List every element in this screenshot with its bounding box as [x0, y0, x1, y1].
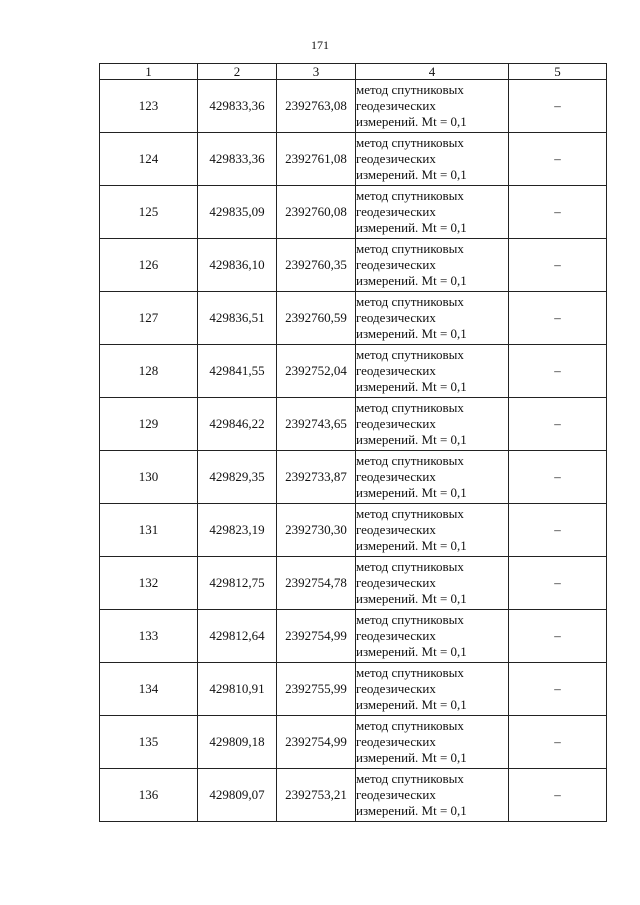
method-cell	[356, 716, 509, 769]
method-cell	[356, 769, 509, 822]
x-coordinate-cell: 429809,07	[198, 769, 277, 822]
header-col-4: 4	[356, 64, 509, 80]
x-coordinate-cell: 429835,09	[198, 186, 277, 239]
x-coordinate-cell: 429812,75	[198, 557, 277, 610]
x-coordinate-cell: 429829,35	[198, 451, 277, 504]
method-line: метод спутниковых	[356, 347, 464, 362]
method-line: метод спутниковых	[356, 135, 464, 150]
note-cell: –	[509, 504, 607, 557]
point-number-cell: 125	[100, 186, 198, 239]
method-line: метод спутниковых	[356, 241, 464, 256]
x-coordinate-cell: 429833,36	[198, 80, 277, 133]
x-coordinate-cell: 429812,64	[198, 610, 277, 663]
table-row	[100, 504, 607, 557]
point-number-cell: 135	[100, 716, 198, 769]
x-coordinate-cell: 429836,10	[198, 239, 277, 292]
x-coordinate-cell: 429836,51	[198, 292, 277, 345]
point-number-cell: 124	[100, 133, 198, 186]
table-row	[100, 398, 607, 451]
x-coordinate-cell: 429833,36	[198, 133, 277, 186]
table-row	[100, 557, 607, 610]
point-number-cell: 130	[100, 451, 198, 504]
method-line: метод спутниковых	[356, 294, 464, 309]
header-col-3: 3	[277, 64, 356, 80]
method-line: геодезических	[356, 787, 436, 802]
table-row	[100, 716, 607, 769]
point-number-cell: 128	[100, 345, 198, 398]
table-row	[100, 610, 607, 663]
point-number-cell: 129	[100, 398, 198, 451]
table-header	[100, 64, 607, 80]
method-line: метод спутниковых	[356, 665, 464, 680]
point-number-cell: 126	[100, 239, 198, 292]
x-coordinate-cell: 429809,18	[198, 716, 277, 769]
point-number-cell: 134	[100, 663, 198, 716]
method-line: метод спутниковых	[356, 400, 464, 415]
y-coordinate-cell: 2392755,99	[277, 663, 356, 716]
x-coordinate-cell: 429823,19	[198, 504, 277, 557]
y-coordinate-cell: 2392760,59	[277, 292, 356, 345]
method-line: метод спутниковых	[356, 718, 464, 733]
note-cell: –	[509, 451, 607, 504]
method-cell	[356, 504, 509, 557]
y-coordinate-cell: 2392752,04	[277, 345, 356, 398]
table-row	[100, 345, 607, 398]
point-number-cell: 127	[100, 292, 198, 345]
y-coordinate-cell: 2392733,87	[277, 451, 356, 504]
method-line: измерений. Mt = 0,1	[356, 750, 467, 765]
method-line: геодезических	[356, 681, 436, 696]
page-number: 171	[311, 38, 329, 52]
note-cell: –	[509, 716, 607, 769]
method-line: метод спутниковых	[356, 453, 464, 468]
coordinates-table	[99, 63, 607, 822]
y-coordinate-cell: 2392730,30	[277, 504, 356, 557]
table-row	[100, 451, 607, 504]
method-line: геодезических	[356, 628, 436, 643]
method-line: измерений. Mt = 0,1	[356, 697, 467, 712]
note-cell: –	[509, 769, 607, 822]
y-coordinate-cell: 2392754,99	[277, 716, 356, 769]
table-row	[100, 80, 607, 133]
method-cell	[356, 239, 509, 292]
method-line: геодезических	[356, 151, 436, 166]
y-coordinate-cell: 2392760,35	[277, 239, 356, 292]
table-body	[100, 80, 607, 822]
method-line: измерений. Mt = 0,1	[356, 803, 467, 818]
y-coordinate-cell: 2392743,65	[277, 398, 356, 451]
point-number-cell: 132	[100, 557, 198, 610]
table-row	[100, 186, 607, 239]
y-coordinate-cell: 2392763,08	[277, 80, 356, 133]
y-coordinate-cell: 2392761,08	[277, 133, 356, 186]
header-col-2: 2	[198, 64, 277, 80]
note-cell: –	[509, 345, 607, 398]
method-line: геодезических	[356, 734, 436, 749]
point-number-cell: 131	[100, 504, 198, 557]
method-line: геодезических	[356, 204, 436, 219]
method-cell	[356, 610, 509, 663]
method-line: геодезических	[356, 522, 436, 537]
method-cell	[356, 345, 509, 398]
note-cell: –	[509, 133, 607, 186]
method-cell	[356, 292, 509, 345]
table-row	[100, 133, 607, 186]
header-col-1: 1	[100, 64, 198, 80]
x-coordinate-cell: 429841,55	[198, 345, 277, 398]
point-number-cell: 136	[100, 769, 198, 822]
method-line: измерений. Mt = 0,1	[356, 432, 467, 447]
method-cell	[356, 451, 509, 504]
method-line: измерений. Mt = 0,1	[356, 591, 467, 606]
method-line: метод спутниковых	[356, 506, 464, 521]
x-coordinate-cell: 429810,91	[198, 663, 277, 716]
method-line: геодезических	[356, 469, 436, 484]
method-line: измерений. Mt = 0,1	[356, 326, 467, 341]
method-line: геодезических	[356, 257, 436, 272]
method-line: измерений. Mt = 0,1	[356, 273, 467, 288]
y-coordinate-cell: 2392760,08	[277, 186, 356, 239]
table-row	[100, 663, 607, 716]
table-row	[100, 769, 607, 822]
method-line: метод спутниковых	[356, 82, 464, 97]
method-line: метод спутниковых	[356, 188, 464, 203]
method-line: геодезических	[356, 416, 436, 431]
method-line: измерений. Mt = 0,1	[356, 485, 467, 500]
note-cell: –	[509, 557, 607, 610]
method-line: измерений. Mt = 0,1	[356, 167, 467, 182]
method-line: геодезических	[356, 575, 436, 590]
method-cell	[356, 133, 509, 186]
note-cell: –	[509, 186, 607, 239]
method-line: измерений. Mt = 0,1	[356, 114, 467, 129]
method-cell	[356, 663, 509, 716]
header-col-5: 5	[509, 64, 607, 80]
note-cell: –	[509, 239, 607, 292]
method-line: измерений. Mt = 0,1	[356, 644, 467, 659]
method-line: измерений. Mt = 0,1	[356, 538, 467, 553]
y-coordinate-cell: 2392754,99	[277, 610, 356, 663]
method-cell	[356, 186, 509, 239]
method-line: метод спутниковых	[356, 612, 464, 627]
y-coordinate-cell: 2392754,78	[277, 557, 356, 610]
method-line: измерений. Mt = 0,1	[356, 220, 467, 235]
point-number-cell: 133	[100, 610, 198, 663]
method-line: метод спутниковых	[356, 771, 464, 786]
method-line: геодезических	[356, 310, 436, 325]
header-row	[100, 64, 607, 80]
point-number-cell: 123	[100, 80, 198, 133]
method-line: измерений. Mt = 0,1	[356, 379, 467, 394]
method-line: геодезических	[356, 363, 436, 378]
method-cell	[356, 398, 509, 451]
method-line: метод спутниковых	[356, 559, 464, 574]
method-cell	[356, 557, 509, 610]
x-coordinate-cell: 429846,22	[198, 398, 277, 451]
note-cell: –	[509, 80, 607, 133]
table-row	[100, 292, 607, 345]
method-line: геодезических	[356, 98, 436, 113]
note-cell: –	[509, 292, 607, 345]
y-coordinate-cell: 2392753,21	[277, 769, 356, 822]
table-row	[100, 239, 607, 292]
note-cell: –	[509, 610, 607, 663]
note-cell: –	[509, 663, 607, 716]
note-cell: –	[509, 398, 607, 451]
method-cell	[356, 80, 509, 133]
